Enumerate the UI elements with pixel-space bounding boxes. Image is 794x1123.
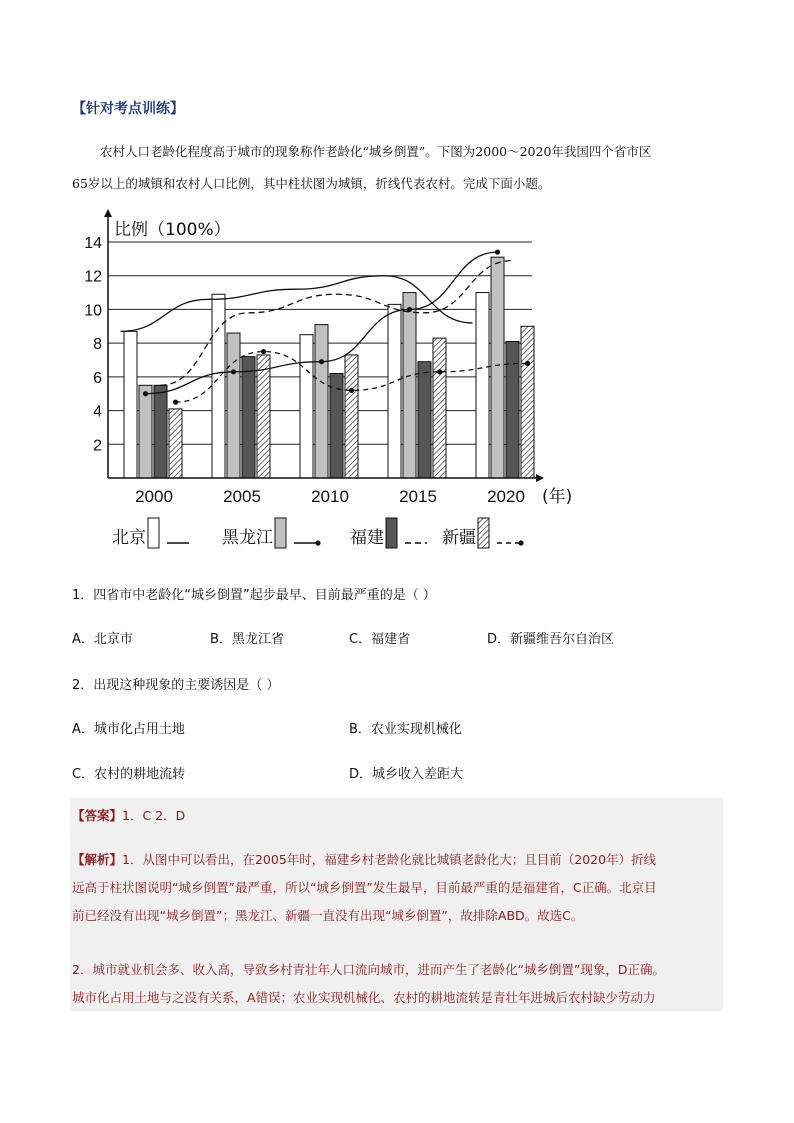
rural-point-新疆 (173, 400, 178, 405)
y-axis-label: 比例（100%） (114, 220, 231, 240)
bar-北京-2020 (476, 293, 489, 478)
y-tick-label: 6 (93, 369, 102, 387)
explanation-2 (72, 956, 762, 1012)
intro-text (72, 136, 722, 200)
x-axis-label: (年) (542, 487, 572, 507)
q1-option-a[interactable]: A．北京市 (72, 632, 133, 647)
legend-label-新疆: 新疆 (442, 528, 476, 548)
bar-黑龙江-2015 (403, 293, 416, 478)
legend-swatch-黑龙江 (275, 518, 286, 548)
bar-新疆-2000 (169, 409, 182, 478)
bar-北京-2015 (388, 304, 401, 478)
rural-point-黑龙江 (319, 359, 324, 364)
rural-point-新疆 (349, 388, 354, 393)
explanation-1 (72, 846, 722, 930)
intro-line-2: 65岁以上的城镇和农村人口比例，其中柱状图为城镇，折线代表农村。完成下面小题。 (72, 176, 551, 191)
answer-text: 1．C 2．D (122, 808, 186, 823)
bar-新疆-2005 (257, 355, 270, 478)
q1-option-c[interactable]: C．福建省 (349, 632, 411, 647)
question-1-stem: 1．四省市中老龄化“城乡倒置”起步最早、目前最严重的是（ ） (72, 588, 436, 603)
bar-黑龙江-2005 (227, 333, 240, 478)
rural-point-黑龙江 (231, 369, 236, 374)
q2-option-c[interactable]: C．农村的耕地流转 (72, 767, 186, 782)
x-tick-label: 2010 (311, 487, 349, 506)
aging-chart (72, 205, 572, 555)
x-tick-label: 2015 (399, 487, 437, 506)
rural-point-新疆 (525, 361, 530, 366)
bar-福建-2000 (154, 385, 167, 478)
bar-黑龙江-2000 (139, 385, 152, 478)
q2-option-b[interactable]: B．农业实现机械化 (349, 722, 462, 737)
legend-label-黑龙江: 黑龙江 (222, 528, 273, 548)
question-2-stem: 2．出现这种现象的主要诱因是（ ） (72, 678, 280, 693)
x-axis-arrow (536, 474, 544, 482)
x-tick-label: 2020 (487, 487, 525, 506)
bar-黑龙江-2020 (491, 257, 504, 478)
bar-北京-2005 (212, 294, 225, 478)
legend-swatch-福建 (386, 518, 397, 548)
q2-option-d[interactable]: D．城乡收入差距大 (349, 767, 464, 782)
bar-北京-2010 (300, 335, 313, 478)
bar-新疆-2010 (345, 355, 358, 478)
y-tick-label: 4 (93, 403, 102, 421)
intro-line-1: 农村人口老龄化程度高于城市的现象称作老龄化“城乡倒置”。下图为2000～2020年我国四个省市区 (100, 144, 652, 159)
legend-label-北京: 北京 (112, 528, 146, 548)
y-axis-arrow (104, 209, 112, 217)
y-tick-label: 8 (93, 336, 102, 354)
bar-福建-2005 (242, 357, 255, 478)
explanation-tag: 【解析】 (72, 852, 123, 867)
explanation-2-line-1: 2．城市就业机会多、收入高，导致乡村青壮年人口流向城市，进而产生了老龄化“城乡倒置”现象，D正确。 (72, 962, 666, 977)
explanation-1-line-3: 前已经没有出现“城乡倒置”；黑龙江、新疆一直没有出现“城乡倒置”，故排除ABD。故选C。 (72, 908, 584, 923)
explanation-1-line-1: 1．从图中可以看出，在2005年时，福建乡村老龄化就比城镇老龄化大；且目前（2020年）折线 (122, 852, 657, 867)
y-tick-label: 14 (84, 235, 102, 252)
x-tick-label: 2000 (135, 487, 173, 506)
rural-point-黑龙江 (495, 250, 500, 255)
explanation-1-line-2: 远高于柱状图说明“城乡倒置”最严重，所以“城乡倒置”发生最早，目前最严重的是福建省，C正确。北京目 (72, 880, 657, 895)
bar-福建-2015 (418, 362, 431, 478)
bar-新疆-2015 (433, 338, 446, 478)
legend-label-福建: 福建 (350, 528, 384, 548)
answer-tag: 【答案】 (72, 808, 123, 823)
legend-dot-新疆 (518, 540, 523, 545)
legend-dot-黑龙江 (315, 540, 320, 545)
legend-swatch-北京 (148, 518, 159, 548)
rural-point-黑龙江 (143, 391, 148, 396)
rural-point-新疆 (437, 369, 442, 374)
rural-point-新疆 (261, 349, 266, 354)
y-tick-label: 10 (84, 302, 102, 320)
section-title: 【针对考点训练】 (72, 101, 184, 117)
rural-line-北京 (121, 276, 473, 332)
bar-福建-2020 (506, 341, 519, 478)
y-tick-label: 2 (93, 437, 102, 455)
explanation-2-line-2: 城市化占用土地与之没有关系，A错误；农业实现机械化、农村的耕地流转是青壮年进城后农村缺少劳动力 (72, 990, 656, 1005)
answer-line (72, 806, 185, 824)
q1-option-b[interactable]: B．黑龙江省 (210, 632, 284, 647)
q1-option-d[interactable]: D．新疆维吾尔自治区 (487, 632, 615, 647)
legend-swatch-新疆 (478, 518, 489, 548)
q2-option-a[interactable]: A．城市化占用土地 (72, 722, 185, 737)
y-tick-label: 12 (84, 268, 102, 286)
x-tick-label: 2005 (223, 487, 261, 506)
bar-新疆-2020 (521, 326, 534, 478)
bar-黑龙江-2010 (315, 325, 328, 478)
bar-北京-2000 (124, 331, 137, 478)
